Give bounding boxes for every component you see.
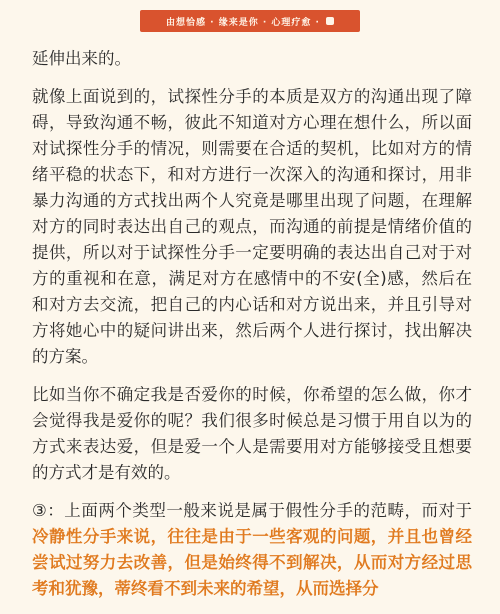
paragraph-4-highlight: 冷静性分手来说，往往是由于一些客观的问题，并且也曾经尝试过努力去改善，但是始终得不到解决，从而对方经过思考和犹豫，蒂终看不到未来的希望，从而选择分 — [32, 527, 472, 598]
paragraph-3: 比如当你不确定我是否爱你的时候，你希望的怎么做，你才会觉得我是爱你的呢？我们很多时候总是习惯于用自以为的方式来表达爱，但是爱一个人是需要用对方能够接受且想要的方式才是有效的。 — [32, 385, 472, 482]
banner-text: 由想恰感 · 缘来是你 · 心理疗愈 · — [166, 17, 320, 28]
paragraph-2: 就像上面说到的，试探性分手的本质是双方的沟通出现了障碍，导致沟通不畅，彼此不知道对方心理在想什么，所以面对试探性分手的情况，则需要在合适的契机，比如对方的情绪平稳的状态下，和对方进行一次深入的沟通和探讨，用非暴力沟通的方式找出两个人究竟是哪里出现了问题，在理解对方的同时表达出自己的观点，而沟通的前提是情绪价值的提供，所以对于试探性分手一定要明确的表达出自己对于对方的重视和在意，满足对方在感情中的不安(全)感，然后在和对方去交流，把自己的内心话和对方说出来，并且引导对方将她心中的疑问讲出来，然后两个人进行探讨，找出解决的方案。 — [32, 87, 472, 366]
banner-square-icon — [326, 17, 334, 25]
header-banner — [0, 0, 500, 40]
banner-pill — [140, 10, 360, 32]
paragraph-4-lead: ③：上面两个类型一般来说是属于假性分手的范畴，而对于 — [32, 501, 472, 520]
paragraph-4 — [32, 498, 472, 602]
paragraph-1: 延伸出来的。 — [32, 49, 131, 68]
article-body — [32, 46, 472, 614]
